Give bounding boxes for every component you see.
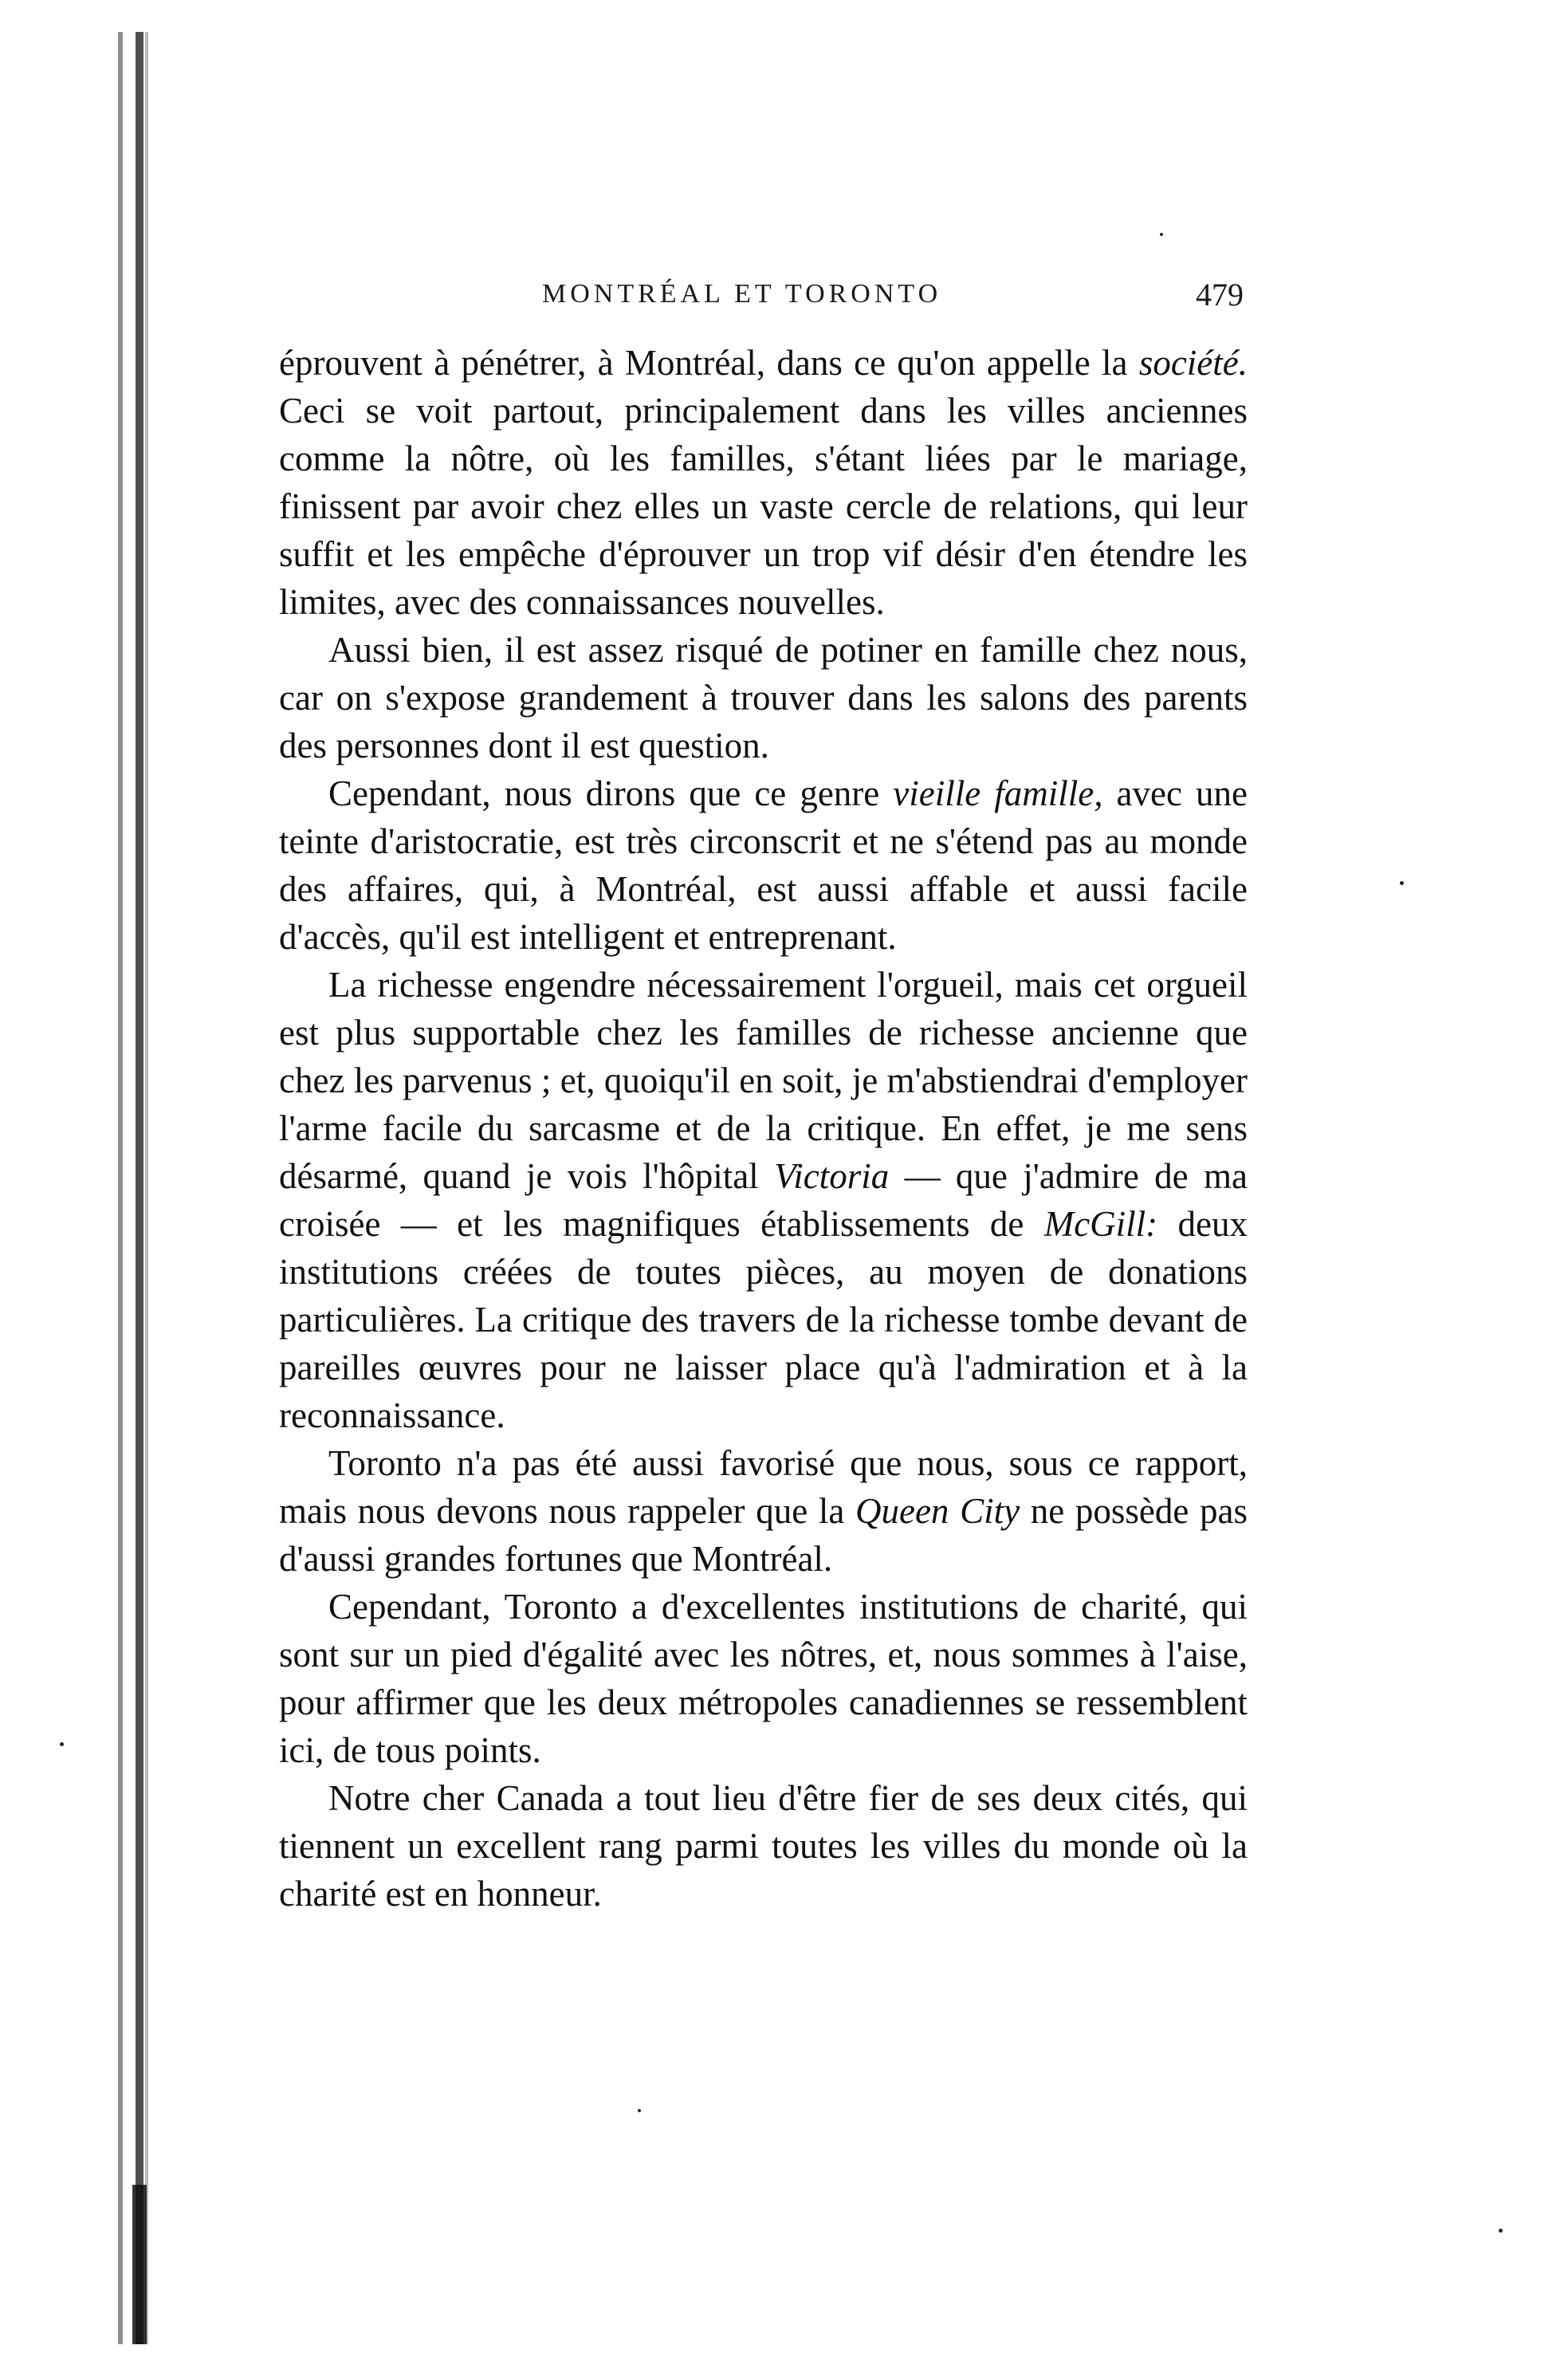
text-run: Toronto n'a pas été aussi favorisé que nous, sous ce rapport, mais nous devons nous rappeler que la	[279, 1443, 1248, 1531]
text-run: Ceci se voit partout, principalement dans les villes anciennes comme la nôtre, où les familles, s'étant liées par le mariage, finissent par avoir chez elles un vaste cercle de relations, qui leur suffit et les empêche d'éprouver un trop vif désir d'en étendre les limites, avec des connaissances nouvelles.	[279, 391, 1248, 622]
text-run: Cependant, Toronto a d'excellentes institutions de charité, qui sont sur un pied d'égalité avec les nôtres, et, nous sommes à l'aise, pour affirmer que les deux métropoles canadiennes se ressemblent ici, de tous points.	[279, 1587, 1248, 1770]
italic-text: société.	[1138, 343, 1248, 383]
print-speck	[1400, 881, 1404, 885]
page-number: 479	[1196, 277, 1244, 313]
print-speck	[638, 2109, 641, 2112]
text-run: Notre cher Canada a tout lieu d'être fier de ses deux cités, qui tiennent un excellent rang parmi toutes les villes du monde où la charité est en honneur.	[279, 1778, 1248, 1914]
text-run: Aussi bien, il est assez risqué de potiner en famille chez nous, car on s'expose grandement à trouver dans les salons des parents des personnes dont il est question.	[279, 630, 1248, 765]
paragraph	[279, 626, 1248, 769]
running-head-title: MONTRÉAL ET TORONTO	[542, 279, 942, 309]
italic-text: vieille famille,	[893, 773, 1103, 813]
paragraph	[279, 1583, 1248, 1774]
paragraph	[279, 339, 1248, 626]
paragraph	[279, 1439, 1248, 1583]
text-run: ne possède pas d'aussi grandes fortunes que Montréal.	[279, 1491, 1248, 1579]
text-run: La richesse engendre nécessairement l'orgueil, mais cet orgueil est plus supportable chez les familles de richesse ancienne que chez les parvenus ; et, quoiqu'il en soit, je m'abstiendrai d'employer l'arme facile du sarcasme et de la critique. En effet, je me sens désarmé, quand je vois l'hôpital	[279, 965, 1248, 1196]
italic-text: Victoria	[774, 1156, 890, 1196]
text-run: deux institutions créées de toutes pièces, au moyen de donations particulières. La critique des travers de la richesse tombe devant de pareilles œuvres pour ne laisser place qu'à l'admiration et à la reconnaissance.	[279, 1204, 1248, 1435]
running-head	[279, 279, 1244, 327]
italic-text: Queen City	[855, 1491, 1020, 1531]
italic-text: McGill:	[1043, 1204, 1158, 1244]
print-speck	[1499, 2229, 1503, 2233]
paragraph	[279, 961, 1248, 1439]
print-speck	[60, 1742, 64, 1746]
paragraph	[279, 1774, 1248, 1918]
text-run: Cependant, nous dirons que ce genre	[328, 773, 894, 813]
body-text	[279, 339, 1248, 1918]
text-run: — que j'admire de ma croisée — et les magnifiques établissements de	[279, 1156, 1248, 1244]
print-speck	[1160, 233, 1163, 236]
text-run: avec une teinte d'aristocratie, est très circonscrit et ne s'étend pas au monde des affaires, qui, à Montréal, est aussi affable et aussi facile d'accès, qu'il est intelligent et entreprenant.	[279, 773, 1248, 957]
paragraph	[279, 769, 1248, 961]
text-run: éprouvent à pénétrer, à Montréal, dans ce qu'on appelle la	[279, 343, 1139, 383]
binding-gutter	[94, 32, 166, 2344]
